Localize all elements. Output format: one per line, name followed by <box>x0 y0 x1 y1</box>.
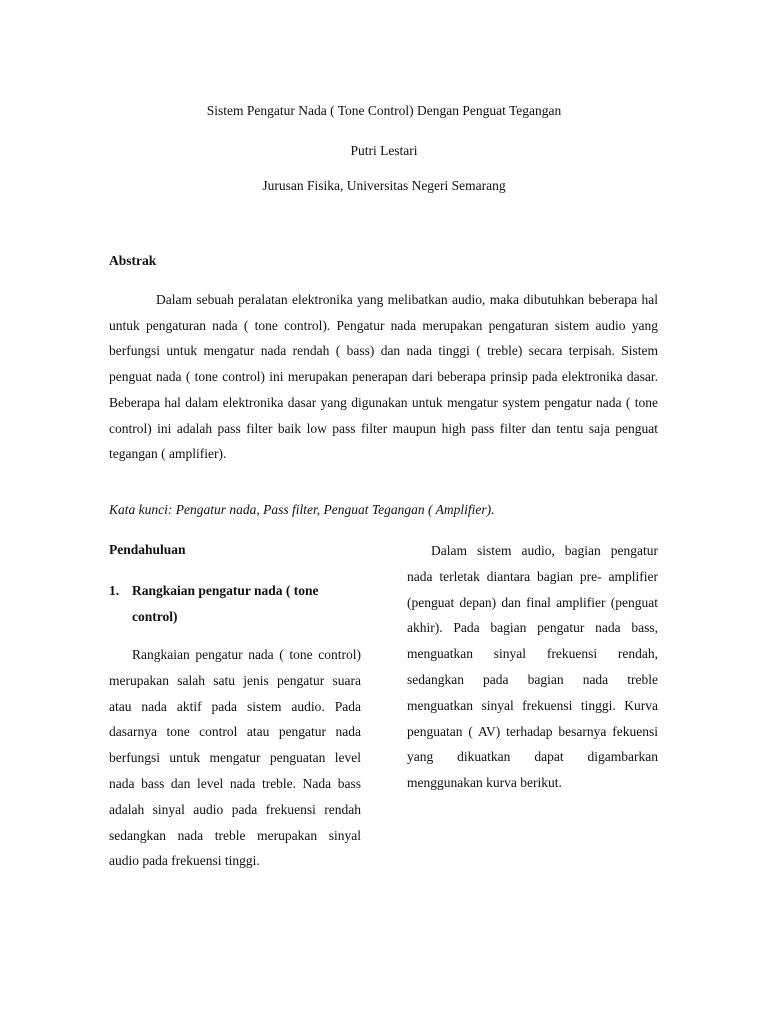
abstract-heading: Abstrak <box>109 253 157 268</box>
right-column-paragraph: Dalam sistem audio, bagian pengatur nada terletak diantara bagian pre- amplifier (penguat depan) dan final amplifier (penguat akhir). Pada bagian pengatur nada bass, menguatkan sinyal frekuensi rendah, sedangkan pada bagian nada treble menguatkan sinyal frekuensi tinggi. Kurva penguatan ( AV) terhadap besarnya fekuensi yang dikuatkan dapat digambarkan menggunakan kurva berikut. <box>407 543 658 791</box>
section-1-paragraph: Rangkaian pengatur nada ( tone control) merupakan salah satu jenis pengatur suara atau nada aktif pada sistem audio. Pada dasarnya tone control atau pengatur nada berfungsi untuk mengatur penguatan level nada bass dan level nada treble. Nada bass adalah sinyal audio pada frekuensi rendah sedangkan nada treble merupakan sinyal audio pada frekuensi tinggi. <box>109 647 361 869</box>
section-1-heading <box>109 578 361 630</box>
abstract-text: Dalam sebuah peralatan elektronika yang melibatkan audio, maka dibutuhkan beberapa hal untuk pengaturan nada ( tone control). Pengatur nada merupakan pengaturan sistem audio yang berfungsi untuk mengatur nada rendah ( bass) dan nada tinggi ( treble) secara terpisah. Sistem penguat nada ( tone control) ini merupakan penerapan dari beberapa prinsip pada elektronika dasar. Beberapa hal dalam elektronika dasar yang digunakan untuk mengatur system pengatur nada ( tone control) ini adalah pass filter baik low pass filter maupun high pass filter dan tentu saja penguat tegangan ( amplifier). <box>109 292 658 462</box>
keywords: Kata kunci: Pengatur nada, Pass filter, Penguat Tegangan ( Amplifier). <box>109 502 495 517</box>
paper-title: Sistem Pengatur Nada ( Tone Control) Dengan Penguat Tegangan <box>206 103 562 118</box>
section-1-number: 1. <box>109 583 120 598</box>
section-1-title: Rangkaian pengatur nada ( tone control) <box>132 583 319 624</box>
left-column <box>109 540 361 874</box>
author-affiliation: Jurusan Fisika, Universitas Negeri Semarang <box>262 178 506 193</box>
right-column <box>407 540 658 798</box>
author-name: Putri Lestari <box>350 143 418 158</box>
intro-heading: Pendahuluan <box>109 542 186 557</box>
